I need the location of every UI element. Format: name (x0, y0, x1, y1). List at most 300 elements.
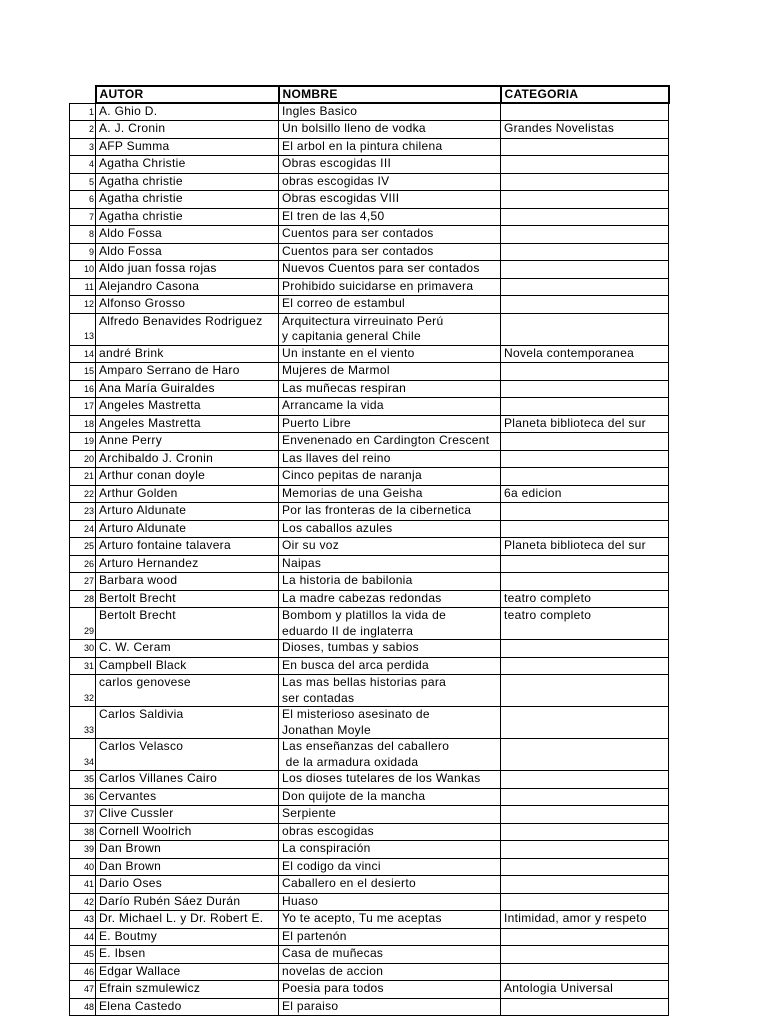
nombre-cell (279, 946, 501, 964)
nombre-cell (279, 313, 501, 345)
book-list-table (69, 85, 670, 1016)
row-number: 43 (70, 911, 96, 929)
autor-cell: Darío Rubén Sáez Durán (96, 893, 279, 911)
table-row (70, 313, 669, 345)
nombre-cell (279, 739, 501, 771)
autor-cell: E. Boutmy (96, 928, 279, 946)
table-row (70, 657, 669, 675)
row-number: 29 (70, 608, 96, 640)
autor-cell: A. J. Cronin (96, 121, 279, 139)
categoria-cell (501, 138, 669, 156)
row-number: 23 (70, 503, 96, 521)
categoria-cell (501, 296, 669, 314)
nombre-cell (279, 640, 501, 658)
categoria-cell (501, 261, 669, 279)
autor-cell: Agatha christie (96, 191, 279, 209)
row-number: 25 (70, 538, 96, 556)
autor-cell: Barbara wood (96, 573, 279, 591)
autor-cell: Anne Perry (96, 433, 279, 451)
nombre-line: y capitania general Chile (282, 329, 421, 343)
row-number: 47 (70, 981, 96, 999)
categoria-cell: Planeta biblioteca del sur (501, 415, 669, 433)
table-row (70, 573, 669, 591)
nombre-line: Un bolsillo lleno de vodka (282, 121, 426, 135)
categoria-cell (501, 998, 669, 1016)
autor-cell: Agatha christie (96, 208, 279, 226)
autor-cell: Arturo Aldunate (96, 520, 279, 538)
nombre-line: Los dioses tutelares de los Wankas (282, 771, 481, 785)
autor-header: AUTOR (96, 86, 279, 103)
row-number-header (70, 86, 96, 103)
nombre-line: Arquitectura virreuinato Perú (282, 313, 444, 328)
nombre-line: Las mas bellas historias para (282, 675, 447, 689)
row-number: 12 (70, 296, 96, 314)
autor-cell: Arthur Golden (96, 485, 279, 503)
row-number: 10 (70, 261, 96, 279)
autor-cell: Archibaldo J. Cronin (96, 450, 279, 468)
table-row (70, 156, 669, 174)
categoria-cell (501, 823, 669, 841)
row-number: 32 (70, 675, 96, 707)
nombre-line: Don quijote de la mancha (282, 788, 426, 803)
categoria-cell (501, 191, 669, 209)
categoria-cell (501, 363, 669, 381)
categoria-cell (501, 380, 669, 398)
categoria-cell (501, 156, 669, 174)
autor-cell: AFP Summa (96, 138, 279, 156)
table-row (70, 538, 669, 556)
categoria-cell (501, 450, 669, 468)
row-number: 13 (70, 313, 96, 345)
categoria-cell (501, 771, 669, 789)
table-row (70, 928, 669, 946)
autor-cell: A. Ghio D. (96, 103, 279, 121)
autor-cell: andré Brink (96, 345, 279, 363)
nombre-cell (279, 841, 501, 859)
autor-cell: Carlos Velasco (96, 739, 279, 771)
row-number: 16 (70, 380, 96, 398)
nombre-cell (279, 928, 501, 946)
row-number: 9 (70, 243, 96, 261)
row-number: 42 (70, 893, 96, 911)
table-row (70, 707, 669, 739)
nombre-cell (279, 893, 501, 911)
row-number: 41 (70, 876, 96, 894)
categoria-cell: Antologia Universal (501, 981, 669, 999)
nombre-line: Cuentos para ser contados (282, 243, 434, 258)
nombre-line: El correo de estambul (282, 296, 406, 310)
nombre-cell (279, 261, 501, 279)
table-row (70, 468, 669, 486)
table-row (70, 503, 669, 521)
table-row (70, 876, 669, 894)
categoria-cell: Grandes Novelistas (501, 121, 669, 139)
table-row (70, 450, 669, 468)
table-row (70, 433, 669, 451)
nombre-line: Obras escogidas III (282, 156, 392, 170)
nombre-line: de la armadura oxidada (282, 754, 419, 769)
nombre-cell (279, 191, 501, 209)
autor-cell: Angeles Mastretta (96, 398, 279, 416)
nombre-line: Nuevos Cuentos para ser contados (282, 261, 480, 275)
table-row (70, 363, 669, 381)
nombre-cell (279, 138, 501, 156)
nombre-cell (279, 450, 501, 468)
nombre-line: Casa de muñecas (282, 946, 384, 960)
autor-cell: Amparo Serrano de Haro (96, 363, 279, 381)
categoria-cell (501, 707, 669, 739)
nombre-line: Huaso (282, 893, 319, 908)
nombre-line: novelas de accion (282, 963, 384, 978)
table-row (70, 858, 669, 876)
table-row (70, 520, 669, 538)
row-number: 2 (70, 121, 96, 139)
table-row (70, 415, 669, 433)
row-number: 7 (70, 208, 96, 226)
nombre-line: Ingles Basico (282, 104, 358, 118)
categoria-header: CATEGORIA (501, 86, 669, 103)
autor-cell: Arturo fontaine talavera (96, 538, 279, 556)
row-number: 27 (70, 573, 96, 591)
autor-cell: Alfonso Grosso (96, 296, 279, 314)
autor-cell: Bertolt Brecht (96, 590, 279, 608)
nombre-cell (279, 103, 501, 121)
nombre-line: Las llaves del reino (282, 450, 391, 465)
autor-cell: Angeles Mastretta (96, 415, 279, 433)
nombre-line: Prohibido suicidarse en primavera (282, 278, 474, 293)
autor-cell: Agatha christie (96, 173, 279, 191)
nombre-cell (279, 675, 501, 707)
nombre-cell (279, 520, 501, 538)
nombre-line: Serpiente (282, 806, 337, 820)
nombre-line: Naipas (282, 555, 322, 570)
categoria-cell: Novela contemporanea (501, 345, 669, 363)
categoria-cell (501, 657, 669, 675)
row-number: 30 (70, 640, 96, 658)
nombre-cell (279, 963, 501, 981)
row-number: 26 (70, 555, 96, 573)
autor-cell: carlos genovese (96, 675, 279, 707)
table-row (70, 739, 669, 771)
table-body (70, 103, 669, 1016)
nombre-line: Arrancame la vida (282, 398, 384, 412)
autor-cell: C. W. Ceram (96, 640, 279, 658)
table-row (70, 103, 669, 121)
table-row (70, 208, 669, 226)
table-row (70, 191, 669, 209)
nombre-line: Obras escogidas VIII (282, 191, 400, 205)
categoria-cell (501, 226, 669, 244)
categoria-cell (501, 208, 669, 226)
nombre-line: Dioses, tumbas y sabios (282, 640, 419, 654)
nombre-line: El tren de las 4,50 (282, 208, 385, 223)
row-number: 34 (70, 739, 96, 771)
nombre-line: El misterioso asesinato de (282, 707, 430, 721)
nombre-line: Caballero en el desierto (282, 876, 416, 890)
categoria-cell (501, 788, 669, 806)
nombre-line: Memorias de una Geisha (282, 485, 423, 500)
table-row (70, 121, 669, 139)
table-row (70, 841, 669, 859)
row-number: 28 (70, 590, 96, 608)
autor-cell: Bertolt Brecht (96, 608, 279, 640)
categoria-cell (501, 468, 669, 486)
nombre-cell (279, 345, 501, 363)
nombre-cell (279, 876, 501, 894)
categoria-cell (501, 503, 669, 521)
nombre-cell (279, 858, 501, 876)
table-row (70, 963, 669, 981)
row-number: 45 (70, 946, 96, 964)
nombre-line: Un instante en el viento (282, 345, 415, 360)
table-row (70, 173, 669, 191)
categoria-cell: teatro completo (501, 590, 669, 608)
autor-cell: Dan Brown (96, 841, 279, 859)
autor-cell: Aldo juan fossa rojas (96, 261, 279, 279)
autor-cell: E. Ibsen (96, 946, 279, 964)
autor-cell: Aldo Fossa (96, 243, 279, 261)
nombre-cell (279, 296, 501, 314)
table-row (70, 345, 669, 363)
nombre-cell (279, 208, 501, 226)
nombre-cell (279, 121, 501, 139)
nombre-line: La conspiración (282, 841, 371, 855)
table-row (70, 590, 669, 608)
table-row (70, 278, 669, 296)
autor-cell: Arturo Aldunate (96, 503, 279, 521)
nombre-cell (279, 156, 501, 174)
categoria-cell (501, 278, 669, 296)
nombre-cell (279, 503, 501, 521)
nombre-line: Oir su voz (282, 538, 340, 552)
nombre-line: ser contadas (282, 690, 355, 705)
row-number: 46 (70, 963, 96, 981)
categoria-cell: Intimidad, amor y respeto (501, 911, 669, 929)
nombre-line: Jonathan Moyle (282, 722, 371, 737)
nombre-cell (279, 823, 501, 841)
row-number: 22 (70, 485, 96, 503)
autor-cell: Campbell Black (96, 657, 279, 675)
nombre-line: obras escogidas (282, 823, 374, 838)
nombre-cell (279, 981, 501, 999)
categoria-cell (501, 573, 669, 591)
row-number: 33 (70, 707, 96, 739)
table-row (70, 640, 669, 658)
row-number: 15 (70, 363, 96, 381)
nombre-cell (279, 398, 501, 416)
nombre-cell (279, 173, 501, 191)
autor-cell: Carlos Villanes Cairo (96, 771, 279, 789)
table-row (70, 981, 669, 999)
categoria-cell: Planeta biblioteca del sur (501, 538, 669, 556)
categoria-cell (501, 876, 669, 894)
nombre-line: Cuentos para ser contados (282, 226, 434, 240)
row-number: 38 (70, 823, 96, 841)
row-number: 1 (70, 103, 96, 121)
nombre-line: Los caballos azules (282, 520, 393, 535)
row-number: 19 (70, 433, 96, 451)
row-number: 44 (70, 928, 96, 946)
nombre-cell (279, 788, 501, 806)
autor-cell: Agatha Christie (96, 156, 279, 174)
row-number: 40 (70, 858, 96, 876)
nombre-line: Las muñecas respiran (282, 380, 407, 395)
table-row (70, 138, 669, 156)
nombre-cell (279, 911, 501, 929)
row-number: 37 (70, 806, 96, 824)
nombre-line: La historia de babilonia (282, 573, 413, 587)
table-row (70, 226, 669, 244)
autor-cell: Cervantes (96, 788, 279, 806)
nombre-line: El codigo da vinci (282, 858, 381, 873)
categoria-cell (501, 739, 669, 771)
autor-cell: Aldo Fossa (96, 226, 279, 244)
autor-cell: Carlos Saldivia (96, 707, 279, 739)
autor-cell: Elena Castedo (96, 998, 279, 1016)
row-number: 48 (70, 998, 96, 1016)
categoria-cell (501, 398, 669, 416)
table-row (70, 998, 669, 1016)
table-row (70, 608, 669, 640)
table-row (70, 261, 669, 279)
categoria-cell: teatro completo (501, 608, 669, 640)
table-row (70, 893, 669, 911)
autor-cell: Dan Brown (96, 858, 279, 876)
row-number: 14 (70, 345, 96, 363)
autor-cell: Efrain szmulewicz (96, 981, 279, 999)
table-row (70, 485, 669, 503)
row-number: 31 (70, 657, 96, 675)
categoria-cell (501, 640, 669, 658)
table-row (70, 555, 669, 573)
autor-cell: Cornell Woolrich (96, 823, 279, 841)
nombre-line: El partenón (282, 928, 347, 943)
table-row (70, 911, 669, 929)
categoria-cell (501, 520, 669, 538)
table-row (70, 243, 669, 261)
nombre-line: Envenenado en Cardington Crescent (282, 433, 490, 447)
nombre-cell (279, 485, 501, 503)
nombre-cell (279, 590, 501, 608)
categoria-cell: 6a edicion (501, 485, 669, 503)
autor-cell: Edgar Wallace (96, 963, 279, 981)
autor-cell: Arturo Hernandez (96, 555, 279, 573)
autor-cell: Ana María Guiraldes (96, 380, 279, 398)
row-number: 36 (70, 788, 96, 806)
table-row (70, 380, 669, 398)
row-number: 20 (70, 450, 96, 468)
categoria-cell (501, 433, 669, 451)
categoria-cell (501, 963, 669, 981)
categoria-cell (501, 858, 669, 876)
autor-cell: Clive Cussler (96, 806, 279, 824)
table-header (70, 86, 669, 103)
nombre-cell (279, 380, 501, 398)
row-number: 24 (70, 520, 96, 538)
autor-cell: Dr. Michael L. y Dr. Robert E. (96, 911, 279, 929)
categoria-cell (501, 555, 669, 573)
categoria-cell (501, 928, 669, 946)
row-number: 17 (70, 398, 96, 416)
categoria-cell (501, 841, 669, 859)
categoria-cell (501, 893, 669, 911)
nombre-header: NOMBRE (279, 86, 501, 103)
categoria-cell (501, 243, 669, 261)
row-number: 35 (70, 771, 96, 789)
row-number: 18 (70, 415, 96, 433)
row-number: 11 (70, 278, 96, 296)
autor-cell: Alejandro Casona (96, 278, 279, 296)
nombre-cell (279, 555, 501, 573)
nombre-line: Yo te acepto, Tu me aceptas (282, 911, 442, 925)
nombre-line: Bombom y platillos la vida de (282, 608, 447, 622)
table-row (70, 398, 669, 416)
nombre-cell (279, 226, 501, 244)
nombre-cell (279, 608, 501, 640)
table-row (70, 788, 669, 806)
categoria-cell (501, 675, 669, 707)
row-number: 39 (70, 841, 96, 859)
nombre-cell (279, 573, 501, 591)
nombre-line: El arbol en la pintura chilena (282, 138, 443, 153)
nombre-cell (279, 657, 501, 675)
categoria-cell (501, 313, 669, 345)
row-number: 3 (70, 138, 96, 156)
nombre-line: eduardo II de inglaterra (282, 623, 414, 638)
row-number: 8 (70, 226, 96, 244)
nombre-cell (279, 433, 501, 451)
nombre-line: obras escogidas IV (282, 173, 390, 188)
autor-cell: Arthur conan doyle (96, 468, 279, 486)
header-row (70, 86, 669, 103)
table-row (70, 296, 669, 314)
nombre-cell (279, 278, 501, 296)
autor-cell: Alfredo Benavides Rodriguez (96, 313, 279, 345)
nombre-line: Mujeres de Marmol (282, 363, 390, 377)
nombre-line: Por las fronteras de la cibernetica (282, 503, 472, 517)
table-row (70, 771, 669, 789)
table-row (70, 675, 669, 707)
table-row (70, 946, 669, 964)
categoria-cell (501, 173, 669, 191)
nombre-cell (279, 468, 501, 486)
nombre-cell (279, 806, 501, 824)
row-number: 5 (70, 173, 96, 191)
nombre-cell (279, 243, 501, 261)
nombre-cell (279, 363, 501, 381)
nombre-cell (279, 998, 501, 1016)
nombre-line: Las enseñanzas del caballero (282, 739, 450, 753)
autor-cell: Dario Oses (96, 876, 279, 894)
nombre-line: Cinco pepitas de naranja (282, 468, 422, 482)
nombre-cell (279, 415, 501, 433)
nombre-cell (279, 538, 501, 556)
table-row (70, 823, 669, 841)
nombre-line: Puerto Libre (282, 415, 351, 430)
nombre-line: Poesia para todos (282, 981, 384, 995)
categoria-cell (501, 946, 669, 964)
categoria-cell (501, 806, 669, 824)
categoria-cell (501, 103, 669, 121)
nombre-cell (279, 707, 501, 739)
row-number: 21 (70, 468, 96, 486)
row-number: 6 (70, 191, 96, 209)
nombre-cell (279, 771, 501, 789)
nombre-line: El paraiso (282, 998, 339, 1013)
nombre-line: En busca del arca perdida (282, 657, 429, 672)
row-number: 4 (70, 156, 96, 174)
table-row (70, 806, 669, 824)
